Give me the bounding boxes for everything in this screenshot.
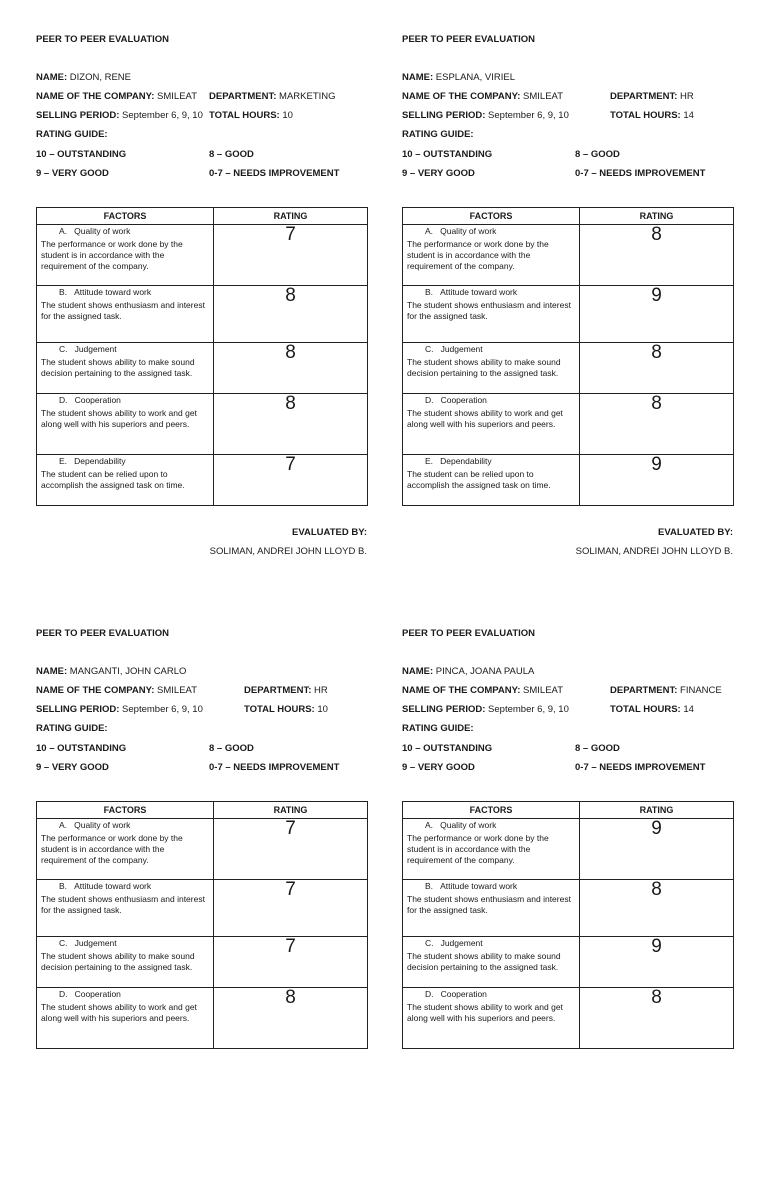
rating-value: 7 <box>285 879 296 900</box>
factor-description: The student shows ability to make sound decision pertaining to the assigned task. <box>41 357 195 378</box>
total-hours-line: TOTAL HOURS: 10 <box>244 704 328 715</box>
form-title: PEER TO PEER EVALUATION <box>402 34 536 45</box>
factor-cell <box>37 225 214 286</box>
form-title: PEER TO PEER EVALUATION <box>36 628 170 639</box>
table-row <box>37 343 368 394</box>
rating-guide-label: RATING GUIDE: <box>36 723 108 734</box>
rating-cell <box>580 988 734 1049</box>
rating-value: 9 <box>651 285 662 306</box>
rating-cell <box>580 455 734 506</box>
rating-table <box>402 801 734 1049</box>
factor-cell <box>37 286 214 343</box>
rating-header: RATING <box>580 802 734 819</box>
table-header-row <box>403 208 734 225</box>
rating-value: 9 <box>651 936 662 957</box>
rating-cell <box>580 286 734 343</box>
total-hours-line: TOTAL HOURS: 14 <box>610 110 694 121</box>
factor-name: D. Cooperation <box>425 395 487 405</box>
rating-cell <box>580 819 734 880</box>
factor-description: The student shows ability to work and get along well with his superiors and peers. <box>41 1002 197 1023</box>
factor-cell <box>403 225 580 286</box>
selling-period-line: SELLING PERIOD: September 6, 9, 10 <box>36 704 203 715</box>
table-header-row <box>37 802 368 819</box>
company-name: SMILEAT <box>157 685 197 696</box>
selling-period-line: SELLING PERIOD: September 6, 9, 10 <box>402 704 569 715</box>
rating-value: 8 <box>285 285 296 306</box>
factor-name: B. Attitude toward work <box>425 881 518 891</box>
rating-guide-label: RATING GUIDE: <box>402 723 474 734</box>
rating-value: 8 <box>651 342 662 363</box>
department-line: DEPARTMENT: HR <box>244 685 328 696</box>
factor-description: The student shows ability to make sound decision pertaining to the assigned task. <box>41 951 195 972</box>
factor-name: B. Attitude toward work <box>59 881 152 891</box>
total-hours-value: 14 <box>683 704 694 715</box>
rating-cell <box>580 937 734 988</box>
rating-table <box>36 801 368 1049</box>
company-line: NAME OF THE COMPANY: SMILEAT <box>36 685 197 696</box>
factor-name: D. Cooperation <box>59 989 121 999</box>
table-row <box>37 225 368 286</box>
table-row <box>403 937 734 988</box>
factor-name: A. Quality of work <box>59 820 131 830</box>
table-row <box>37 819 368 880</box>
student-name: MANGANTI, JOHN CARLO <box>69 666 187 677</box>
rating-value: 7 <box>285 224 296 245</box>
factor-name: C. Judgement <box>425 938 483 948</box>
rating-header: RATING <box>214 802 368 819</box>
guide-very-good: 9 – VERY GOOD <box>36 762 109 773</box>
rating-cell <box>214 455 368 506</box>
rating-value: 8 <box>651 393 662 414</box>
guide-good: 8 – GOOD <box>575 743 620 754</box>
selling-period-value: September 6, 9, 10 <box>122 110 203 121</box>
table-row <box>403 286 734 343</box>
rating-value: 7 <box>285 818 296 839</box>
company-name: SMILEAT <box>523 685 563 696</box>
guide-good: 8 – GOOD <box>209 743 254 754</box>
rating-guide-label: RATING GUIDE: <box>36 129 108 140</box>
factor-name: E. Dependability <box>59 456 126 466</box>
evaluation-form-dizon <box>36 28 367 588</box>
table-row <box>403 225 734 286</box>
factor-cell <box>37 988 214 1049</box>
factors-header: FACTORS <box>37 208 214 225</box>
factor-name: A. Quality of work <box>425 820 497 830</box>
table-row <box>37 937 368 988</box>
student-name: ESPLANA, VIRIEL <box>435 72 515 83</box>
factor-description: The student can be relied upon to accomplish the assigned task on time. <box>407 469 551 490</box>
factor-description: The student shows enthusiasm and interest for the assigned task. <box>41 300 205 321</box>
evaluated-by-label: EVALUATED BY: <box>292 527 367 538</box>
factor-cell <box>403 394 580 455</box>
factor-description: The performance or work done by the student is in accordance with the requirement of the company. <box>41 833 183 865</box>
evaluation-form-manganti <box>36 622 367 1182</box>
factor-description: The student shows enthusiasm and interest for the assigned task. <box>407 300 571 321</box>
total-hours-line: TOTAL HOURS: 14 <box>610 704 694 715</box>
department-value: FINANCE <box>680 685 722 696</box>
rating-cell <box>214 988 368 1049</box>
table-row <box>37 880 368 937</box>
selling-period-value: September 6, 9, 10 <box>488 704 569 715</box>
factor-description: The student shows enthusiasm and interest for the assigned task. <box>41 894 205 915</box>
total-hours-line: TOTAL HOURS: 10 <box>209 110 293 121</box>
rating-value: 7 <box>285 936 296 957</box>
factor-description: The student shows ability to make sound decision pertaining to the assigned task. <box>407 951 561 972</box>
rating-value: 8 <box>651 987 662 1008</box>
rating-value: 7 <box>285 454 296 475</box>
guide-good: 8 – GOOD <box>209 149 254 160</box>
rating-value: 8 <box>285 987 296 1008</box>
company-name: SMILEAT <box>523 91 563 102</box>
factor-cell <box>403 988 580 1049</box>
guide-outstanding: 10 – OUTSTANDING <box>402 743 493 754</box>
selling-period-value: September 6, 9, 10 <box>488 110 569 121</box>
factor-cell <box>37 937 214 988</box>
factor-name: A. Quality of work <box>425 226 497 236</box>
company-line: NAME OF THE COMPANY: SMILEAT <box>402 91 563 102</box>
factor-cell <box>37 394 214 455</box>
rating-cell <box>580 394 734 455</box>
rating-cell <box>580 343 734 394</box>
guide-very-good: 9 – VERY GOOD <box>36 168 109 179</box>
factor-description: The student shows ability to work and get along well with his superiors and peers. <box>407 1002 563 1023</box>
guide-good: 8 – GOOD <box>575 149 620 160</box>
factor-cell <box>403 880 580 937</box>
evaluator-name: SOLIMAN, ANDREI JOHN LLOYD B. <box>575 546 733 557</box>
guide-very-good: 9 – VERY GOOD <box>402 168 475 179</box>
rating-cell <box>214 343 368 394</box>
student-name: DIZON, RENE <box>69 72 132 83</box>
factor-cell <box>37 455 214 506</box>
factors-header: FACTORS <box>403 802 580 819</box>
guide-needs-improvement: 0-7 – NEEDS IMPROVEMENT <box>575 168 706 179</box>
factor-cell <box>37 343 214 394</box>
table-row <box>37 394 368 455</box>
name-line: NAME: DIZON, RENE <box>36 72 132 83</box>
guide-outstanding: 10 – OUTSTANDING <box>402 149 493 160</box>
factor-cell <box>403 819 580 880</box>
rating-cell <box>214 819 368 880</box>
total-hours-value: 10 <box>317 704 328 715</box>
name-line: NAME: PINCA, JOANA PAULA <box>402 666 535 677</box>
name-line: NAME: MANGANTI, JOHN CARLO <box>36 666 187 677</box>
factor-cell <box>403 343 580 394</box>
department-value: MARKETING <box>279 91 336 102</box>
rating-cell <box>214 394 368 455</box>
factor-name: C. Judgement <box>59 344 117 354</box>
table-header-row <box>37 208 368 225</box>
company-line: NAME OF THE COMPANY: SMILEAT <box>36 91 197 102</box>
factor-description: The student shows ability to make sound decision pertaining to the assigned task. <box>407 357 561 378</box>
evaluated-by-label: EVALUATED BY: <box>658 527 733 538</box>
form-title: PEER TO PEER EVALUATION <box>36 34 170 45</box>
total-hours-value: 10 <box>282 110 293 121</box>
table-row <box>403 988 734 1049</box>
rating-table <box>402 207 734 506</box>
factor-name: C. Judgement <box>59 938 117 948</box>
rating-table <box>36 207 368 506</box>
rating-value: 8 <box>651 879 662 900</box>
rating-cell <box>214 286 368 343</box>
factor-description: The student shows enthusiasm and interest for the assigned task. <box>407 894 571 915</box>
total-hours-value: 14 <box>683 110 694 121</box>
department-line: DEPARTMENT: HR <box>610 91 694 102</box>
rating-cell <box>214 880 368 937</box>
guide-needs-improvement: 0-7 – NEEDS IMPROVEMENT <box>209 168 340 179</box>
selling-period-value: September 6, 9, 10 <box>122 704 203 715</box>
name-line: NAME: ESPLANA, VIRIEL <box>402 72 515 83</box>
factor-name: E. Dependability <box>425 456 492 466</box>
company-line: NAME OF THE COMPANY: SMILEAT <box>402 685 563 696</box>
rating-guide-label: RATING GUIDE: <box>402 129 474 140</box>
factors-header: FACTORS <box>403 208 580 225</box>
student-name: PINCA, JOANA PAULA <box>435 666 535 677</box>
rating-header: RATING <box>580 208 734 225</box>
factor-cell <box>37 819 214 880</box>
department-line: DEPARTMENT: MARKETING <box>209 91 336 102</box>
factor-cell <box>403 455 580 506</box>
guide-needs-improvement: 0-7 – NEEDS IMPROVEMENT <box>575 762 706 773</box>
factor-description: The student can be relied upon to accomplish the assigned task on time. <box>41 469 185 490</box>
table-row <box>403 394 734 455</box>
evaluation-form-esplana <box>402 28 733 588</box>
rating-cell <box>580 880 734 937</box>
table-row <box>403 343 734 394</box>
factor-name: A. Quality of work <box>59 226 131 236</box>
guide-outstanding: 10 – OUTSTANDING <box>36 743 127 754</box>
factor-description: The student shows ability to work and get along well with his superiors and peers. <box>41 408 197 429</box>
department-line: DEPARTMENT: FINANCE <box>610 685 722 696</box>
selling-period-line: SELLING PERIOD: September 6, 9, 10 <box>402 110 569 121</box>
rating-cell <box>214 225 368 286</box>
factor-cell <box>37 880 214 937</box>
table-row <box>403 455 734 506</box>
rating-cell <box>580 225 734 286</box>
rating-value: 8 <box>651 224 662 245</box>
evaluation-form-pinca <box>402 622 733 1182</box>
rating-value: 9 <box>651 818 662 839</box>
guide-outstanding: 10 – OUTSTANDING <box>36 149 127 160</box>
department-value: HR <box>314 685 328 696</box>
factor-name: B. Attitude toward work <box>59 287 152 297</box>
company-name: SMILEAT <box>157 91 197 102</box>
factor-name: B. Attitude toward work <box>425 287 518 297</box>
factor-name: D. Cooperation <box>59 395 121 405</box>
factor-cell <box>403 286 580 343</box>
table-row <box>37 988 368 1049</box>
table-row <box>403 819 734 880</box>
rating-cell <box>214 937 368 988</box>
department-value: HR <box>680 91 694 102</box>
form-title: PEER TO PEER EVALUATION <box>402 628 536 639</box>
evaluator-name: SOLIMAN, ANDREI JOHN LLOYD B. <box>209 546 367 557</box>
guide-very-good: 9 – VERY GOOD <box>402 762 475 773</box>
factor-description: The performance or work done by the student is in accordance with the requirement of the company. <box>407 833 549 865</box>
selling-period-line: SELLING PERIOD: September 6, 9, 10 <box>36 110 203 121</box>
table-header-row <box>403 802 734 819</box>
factor-name: D. Cooperation <box>425 989 487 999</box>
factor-description: The student shows ability to work and get along well with his superiors and peers. <box>407 408 563 429</box>
table-row <box>403 880 734 937</box>
factor-name: C. Judgement <box>425 344 483 354</box>
factor-description: The performance or work done by the student is in accordance with the requirement of the company. <box>41 239 183 271</box>
factor-description: The performance or work done by the student is in accordance with the requirement of the company. <box>407 239 549 271</box>
factors-header: FACTORS <box>37 802 214 819</box>
rating-header: RATING <box>214 208 368 225</box>
rating-value: 9 <box>651 454 662 475</box>
guide-needs-improvement: 0-7 – NEEDS IMPROVEMENT <box>209 762 340 773</box>
rating-value: 8 <box>285 342 296 363</box>
table-row <box>37 286 368 343</box>
rating-value: 8 <box>285 393 296 414</box>
factor-cell <box>403 937 580 988</box>
table-row <box>37 455 368 506</box>
